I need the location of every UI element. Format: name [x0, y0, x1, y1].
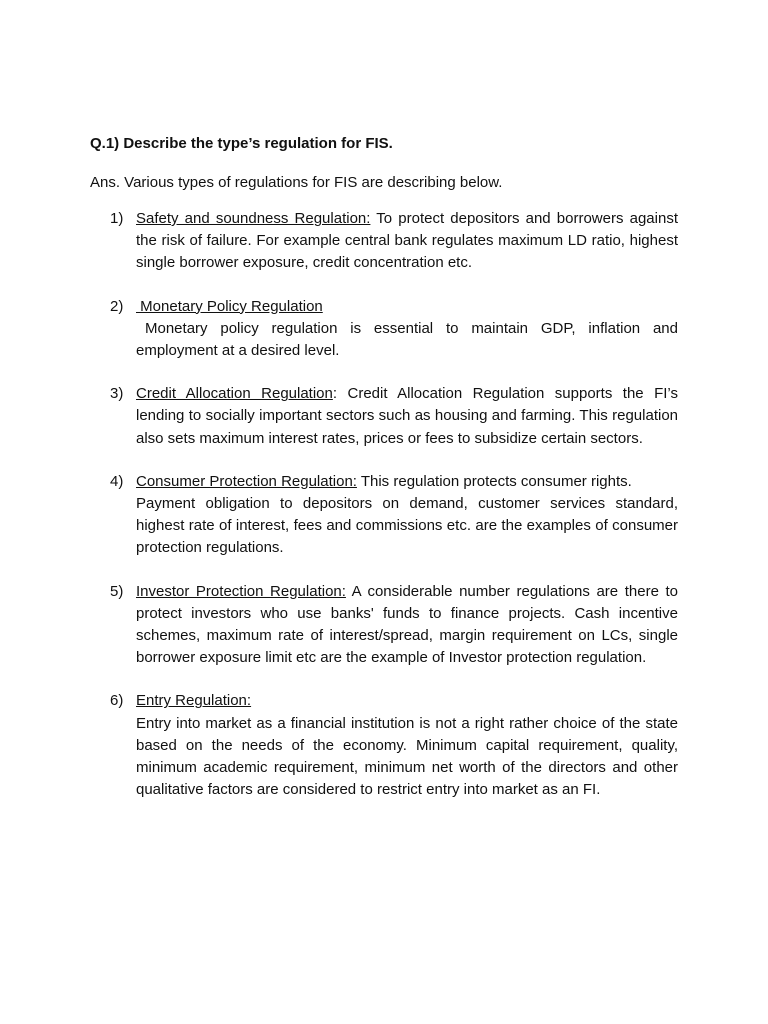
list-item-heading: Credit Allocation Regulation [136, 385, 333, 403]
list-item-heading: Consumer Protection Regulation: [136, 472, 357, 490]
list-item-investor-protection [90, 581, 678, 670]
list-item-heading: Safety and soundness Regulation: [136, 210, 371, 227]
list-item-text: : Credit Allocation Regulation supports the FI’s lending to socially important sectors such as housing and farming. This regulation also sets maximum interest rates, prices or fees to subsidize certain sectors. [136, 385, 678, 447]
list-item-safety-soundness [90, 208, 678, 275]
list-item-number: 5) [110, 582, 124, 600]
list-item-text: Monetary policy regulation is essential to maintain GDP, inflation and employment at a desired level. [136, 319, 678, 360]
list-item-entry-regulation [90, 690, 678, 801]
list-item-text: A considerable number regulations are there to protect investors who use banks' funds to finance projects. Cash incentive schemes, maximum rate of interest/spread, margin requirement on LCs, single borrower exposure limit etc are the example of Investor protection regulation. [136, 582, 678, 667]
list-item-text-continued: Payment obligation to depositors on demand, customer services standard, highest rate of interest, fees and commissions etc. are the examples of consumer protection regulations. [136, 495, 678, 557]
list-item-text: This regulation protects consumer rights. [356, 472, 632, 490]
regulation-list [90, 208, 678, 801]
list-item-number: 3) [110, 385, 124, 403]
list-item-heading: Entry Regulation: [136, 692, 252, 710]
list-item-number: 6) [110, 692, 124, 710]
list-item-credit-allocation [90, 383, 678, 450]
list-item-heading: Monetary Policy Regulation [136, 297, 323, 315]
list-item-monetary-policy [90, 296, 678, 363]
list-item-number: 2) [110, 297, 124, 315]
list-item-text: To protect depositors and borrowers against the risk of failure. For example central bank regulates maximum LD ratio, highest single borrower exposure, credit concentration etc. [136, 210, 678, 272]
list-item-number: 4) [110, 472, 124, 490]
question-heading: Q.1) Describe the type’s regulation for FIS. [90, 135, 393, 152]
list-item-consumer-protection [90, 471, 678, 560]
list-item-heading: Investor Protection Regulation: [136, 582, 346, 600]
answer-intro: Ans. Various types of regulations for FIS are describing below. [90, 174, 503, 191]
list-item-number: 1) [110, 210, 124, 227]
list-item-text: Entry into market as a financial institution is not a right rather choice of the state based on the needs of the economy. Minimum capital requirement, quality, minimum academic requirement, minimum net worth of the directors and other qualitative factors are considered to restrict entry into market as an FI. [136, 714, 678, 799]
